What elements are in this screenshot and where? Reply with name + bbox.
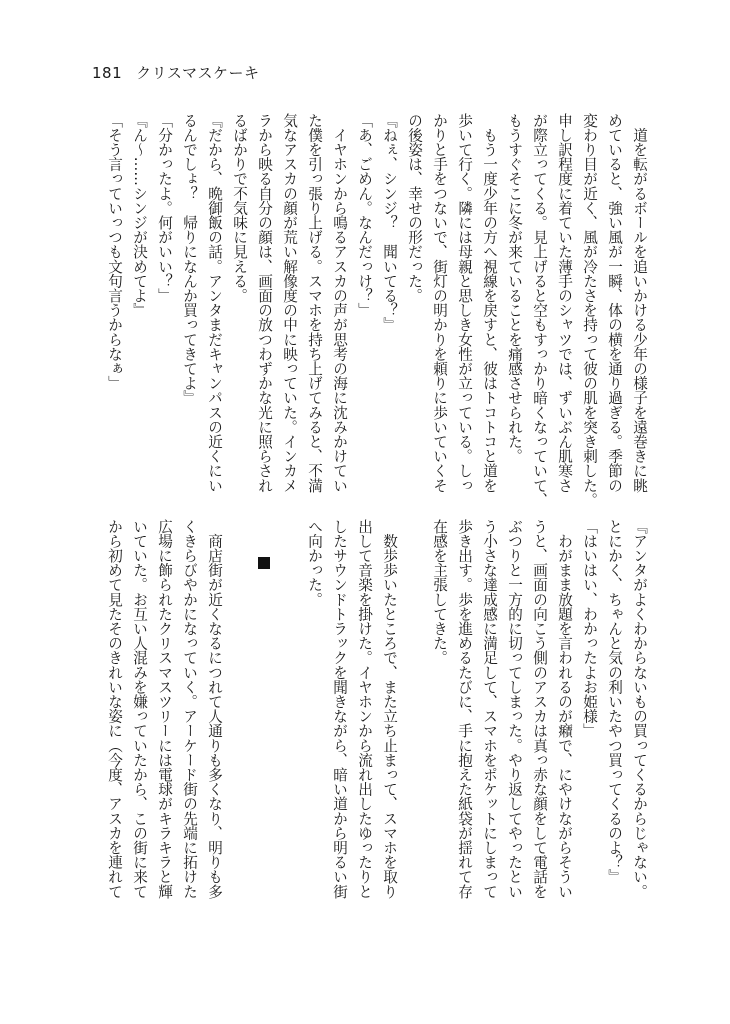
text-line: もう一度少年の方へ視線を戻すと、彼はトコトコと道を — [481, 113, 498, 493]
blank-line — [402, 519, 427, 901]
section-break — [252, 519, 277, 901]
text-line: 『だから、晩御飯の話。アンタまだキャンパスの近くにい — [206, 113, 223, 493]
text-line: 「分かったよ。何がいい？」 — [156, 113, 173, 303]
text-line: したサウンドトラックを聞きながら、暗い道から明るい街 — [331, 519, 348, 899]
text-line: 歩き出す。歩を進めるたびに、手に抱えた紙袋が揺れて存 — [456, 519, 473, 899]
text-line: ぶつりと一方的に切ってしまった。やり返してやったとい — [506, 519, 523, 899]
text-line: うと、画面の向こう側のアスカは真っ赤な顔をして電話を — [531, 519, 548, 899]
text-line: 在感を主張してきた。 — [431, 519, 448, 665]
page-number: 181 — [92, 64, 123, 82]
blank-line — [277, 519, 302, 901]
text-line: 変わり目が近く、風が冷たさを持って彼の肌を突き刺した。 — [581, 113, 598, 508]
text-line: 「そう言っていっつも文句言うからなぁ」 — [106, 113, 123, 391]
text-line: 『ねぇ、シンジ？ 聞いてる？』 — [381, 113, 398, 332]
text-line: わがまま放題を言われるのが癪で、にやけながらそうい — [556, 519, 573, 899]
blank-line — [227, 519, 252, 901]
text-line: 気なアスカの顔が荒い解像度の中に映っていた。インカメ — [281, 113, 298, 493]
text-line: かりと手をつないで、街灯の明かりを頼りに歩いていくそ — [431, 113, 448, 493]
text-line: とにかく、ちゃんと気の利いたやつ買ってくるのよ？』 — [606, 519, 623, 884]
section-break-square-icon — [258, 557, 270, 569]
text-line: 広場に飾られたクリスマスツリーには電球がキラキラと輝 — [156, 519, 173, 899]
text-block-lower — [102, 519, 652, 901]
text-line: が際立ってくる。見上げると空もすっかり暗くなっていて、 — [531, 113, 548, 508]
text-line: いていた。お互い人混みを嫌っていたから、この街に来て — [131, 519, 148, 899]
text-line: の後姿は、幸せの形だった。 — [406, 113, 423, 303]
text-block-upper — [102, 113, 652, 508]
text-line: もうすぐそこに冬が来ていることを痛感させられた。 — [506, 113, 523, 464]
text-line: 道を転がるボールを追いかける少年の様子を遠巻きに眺 — [631, 113, 648, 493]
running-header — [92, 62, 260, 83]
text-line: 出して音楽を掛けた。イヤホンから流れ出したゆったりと — [356, 519, 373, 899]
text-line: から初めて見たそのきれいな姿に（今度、アスカを連れて — [106, 519, 123, 899]
chapter-title: クリスマスケーキ — [136, 64, 260, 82]
text-line: 『アンタがよくわからないもの買ってくるからじゃない。 — [631, 519, 648, 899]
text-line: るばかりで不気味に見える。 — [231, 113, 248, 303]
text-line: くきらびやかになっていく。アーケード街の先端に拓けた — [181, 519, 198, 899]
text-line: た僕を引っ張り上げる。スマホを持ち上げてみると、不満 — [306, 113, 323, 493]
text-line: 数歩歩いたところで、また立ち止まって、スマホを取り — [381, 519, 398, 899]
text-line: へ向かった。 — [306, 519, 323, 607]
text-line: う小さな達成感に満足して、スマホをポケットにしまって — [481, 519, 498, 899]
text-line: 申し訳程度に着ていた薄手のシャツでは、ずいぶん肌寒さ — [556, 113, 573, 493]
text-line: るんでしょ？ 帰りになんか買ってきてよ』 — [181, 113, 198, 405]
text-line: 『ん〜……シンジが決めてよ』 — [131, 113, 148, 318]
text-line: 「はいはい、わかったよお姫様」 — [581, 519, 598, 738]
text-line: ラから映る自分の顔は、画面の放つわずかな光に照らされ — [256, 113, 273, 493]
text-line: 歩いて行く。隣には母親と思しき女性が立っている。しっ — [456, 113, 473, 493]
text-line: 「あ、ごめん。なんだっけ？」 — [356, 113, 373, 318]
text-line: 商店街が近くなるにつれて人通りも多くなり、明りも多 — [206, 519, 223, 899]
text-line: めていると、強い風が一瞬、体の横を通り過ぎる。季節の — [606, 113, 623, 493]
text-line: イヤホンから鳴るアスカの声が思考の海に沈みかけてい — [331, 113, 348, 493]
